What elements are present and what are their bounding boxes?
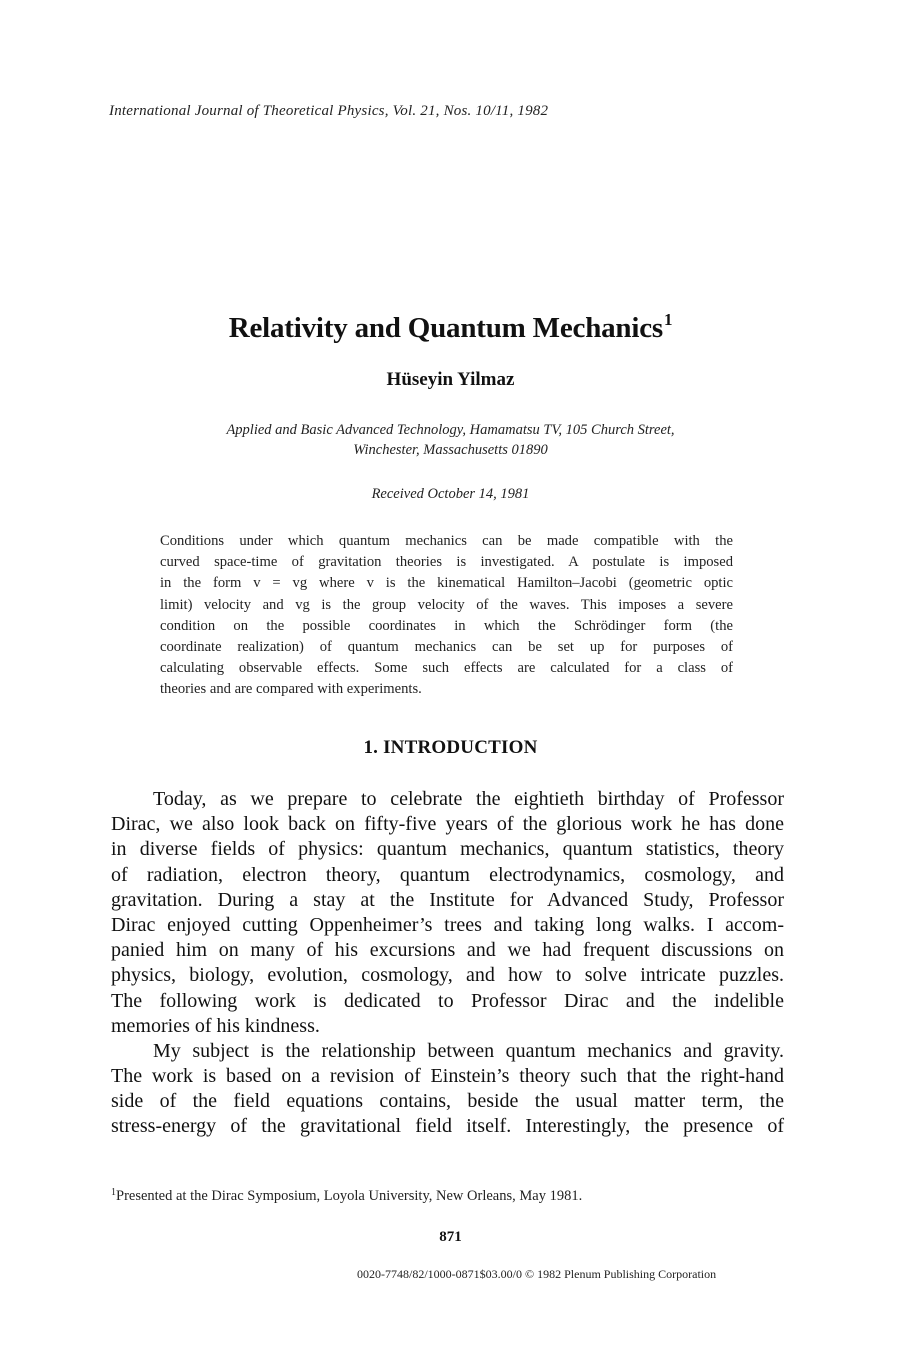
body-line: of radiation, electron theory, quantum electrodynamics, cosmology, and: [111, 863, 784, 886]
page-number: 871: [439, 1229, 462, 1245]
journal-citation: International Journal of Theoretical Physics, Vol. 21, Nos. 10/11, 1982: [109, 103, 549, 119]
footnote-text: Presented at the Dirac Symposium, Loyola University, New Orleans, May 1981.: [116, 1188, 583, 1204]
abstract-line: in the form v = vg where v is the kinematical Hamilton–Jacobi (geometric optic: [160, 575, 733, 592]
author-affiliation: [0, 420, 901, 460]
paper-title-text: Relativity and Quantum Mechanics: [228, 312, 663, 344]
body-line: Dirac, we also look back on fifty-five years of the glorious work he has done: [111, 813, 784, 836]
author-name: Hüseyin Yilmaz: [386, 369, 515, 390]
body-line: stress-energy of the gravitational field itself. Interestingly, the presence of: [111, 1115, 784, 1138]
affiliation-line: Winchester, Massachusetts 01890: [353, 442, 548, 458]
abstract-line: calculating observable effects. Some such effects are calculated for a class of: [160, 660, 733, 677]
abstract-line: limit) velocity and vg is the group velocity of the waves. This imposes a severe: [160, 596, 733, 613]
copyright-line: 0020-7748/82/1000-0871$03.00/0 © 1982 Plenum Publishing Corporation: [357, 1267, 717, 1281]
body-line: panied him on many of his excursions and we had frequent discussions on: [111, 939, 784, 962]
body-line: side of the field equations contains, beside the usual matter term, the: [111, 1090, 784, 1113]
abstract-line: condition on the possible coordinates in which the Schrödinger form (the: [160, 617, 733, 634]
abstract-line: coordinate realization) of quantum mechanics can be set up for purposes of: [160, 638, 733, 655]
paper-title: [0, 310, 901, 345]
received-date: Received October 14, 1981: [371, 486, 530, 502]
footnote-mark: 1: [111, 1187, 116, 1198]
body-line: in diverse fields of physics: quantum mechanics, quantum statistics, theory: [111, 838, 784, 861]
body-line: Today, as we prepare to celebrate the eightieth birthday of Professor: [153, 788, 784, 810]
body-line: My subject is the relationship between quantum mechanics and gravity.: [153, 1039, 784, 1062]
title-footnote-mark: 1: [663, 310, 673, 329]
abstract-line: curved space-time of gravitation theories is investigated. A postulate is imposed: [160, 554, 733, 571]
body-line: memories of his kindness.: [111, 1014, 320, 1037]
body-line: The work is based on a revision of Einstein’s theory such that the right-hand: [111, 1065, 784, 1088]
body-line: gravitation. During a stay at the Institute for Advanced Study, Professor: [111, 888, 784, 911]
body-line: Dirac enjoyed cutting Oppenheimer’s trees and taking long walks. I accom-: [111, 913, 784, 936]
section-heading: 1. INTRODUCTION: [363, 737, 538, 758]
abstract: [160, 531, 733, 701]
abstract-line: theories and are compared with experiments.: [160, 681, 422, 698]
footnote: [111, 1187, 582, 1205]
affiliation-line: Applied and Basic Advanced Technology, Hamamatsu TV, 105 Church Street,: [226, 422, 675, 438]
body-text: [111, 787, 784, 1140]
body-line: The following work is dedicated to Professor Dirac and the indelible: [111, 989, 784, 1012]
body-line: physics, biology, evolution, cosmology, and how to solve intricate puzzles.: [111, 964, 784, 987]
abstract-line: Conditions under which quantum mechanics can be made compatible with the: [160, 533, 733, 549]
